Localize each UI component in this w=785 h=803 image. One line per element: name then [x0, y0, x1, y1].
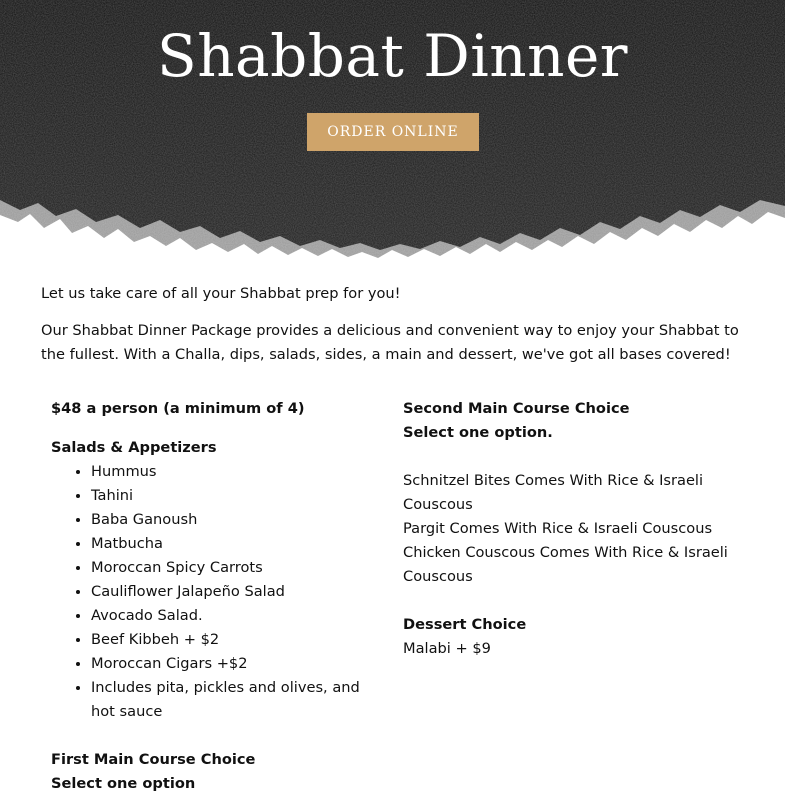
list-item: • Matbucha — [91, 532, 386, 556]
salads-list — [51, 460, 386, 724]
intro-section — [41, 282, 741, 380]
list-item: • Hummus — [91, 460, 386, 484]
salads-heading: Salads & Appetizers — [51, 439, 217, 456]
dessert-option: Malabi + $9 — [403, 640, 491, 657]
list-item: • Avocado Salad. — [91, 604, 386, 628]
second-main-heading: Second Main Course Choice — [403, 400, 630, 417]
list-item: • Cauliflower Jalapeño Salad — [91, 580, 386, 604]
dessert-heading: Dessert Choice — [403, 616, 527, 633]
second-main-option: Pargit Comes With Rice & Israeli Couscous — [403, 520, 713, 537]
price-per-person: $48 a person (a minimum of 4) — [51, 400, 305, 417]
list-item: • Beef Kibbeh + $2 — [91, 628, 386, 652]
list-item: • Tahini — [91, 484, 386, 508]
list-item: • Includes pita, pickles and olives, and hot sauce — [91, 676, 386, 724]
intro-tagline: Let us take care of all your Shabbat prep for you! — [41, 285, 401, 302]
order-online-button[interactable]: ORDER ONLINE — [307, 113, 479, 151]
list-item: • Moroccan Cigars +$2 — [91, 652, 386, 676]
menu-right-column — [403, 397, 738, 661]
intro-description: Our Shabbat Dinner Package provides a delicious and convenient way to enjoy your Shabbat to the fullest. With a Challa, dips, salads, sides, a main and dessert, we've got all bases covered! — [41, 322, 739, 363]
second-main-option: Schnitzel Bites Comes With Rice & Israeli Couscous — [403, 472, 704, 513]
hero-banner — [0, 0, 785, 270]
second-main-subheading: Select one option. — [403, 424, 553, 441]
menu-left-column — [51, 397, 386, 796]
page-title: Shabbat Dinner — [156, 22, 629, 90]
first-main-subheading: Select one option — [51, 775, 196, 792]
first-main-heading: First Main Course Choice — [51, 751, 256, 768]
list-item: • Baba Ganoush — [91, 508, 386, 532]
second-main-option: Chicken Couscous Comes With Rice & Israeli Couscous — [403, 544, 728, 585]
list-item: • Moroccan Spicy Carrots — [91, 556, 386, 580]
